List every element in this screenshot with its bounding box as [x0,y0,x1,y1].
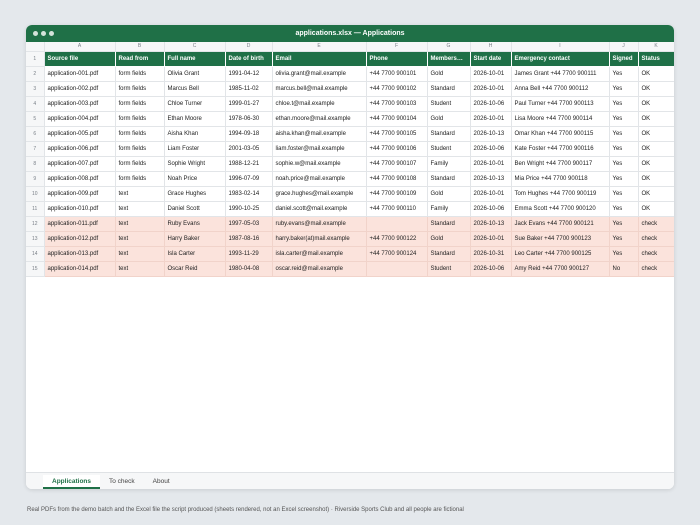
table-cell[interactable]: Olivia Grant [164,66,225,81]
column-letter-g[interactable]: G [427,42,470,51]
table-cell[interactable]: Family [427,201,470,216]
sheet-tab-about[interactable]: About [152,478,170,485]
window-controls [33,31,54,36]
table-cell[interactable]: +44 7700 900109 [366,186,427,201]
table-cell[interactable]: text [115,186,164,201]
table-cell[interactable]: application-001.pdf [44,66,115,81]
table-cell[interactable]: OK [638,186,674,201]
table-cell[interactable]: OK [638,141,674,156]
table-cell[interactable]: Standard [427,216,470,231]
table-cell[interactable]: form fields [115,111,164,126]
table-cell[interactable]: application-009.pdf [44,186,115,201]
table-cell[interactable]: Jack Evans +44 7700 900121 [511,216,609,231]
table-cell[interactable]: 2026-10-31 [470,246,511,261]
table-cell[interactable]: harry.baker(at)mail.example [272,231,366,246]
row-number[interactable]: 15 [26,261,44,276]
table-cell[interactable]: Student [427,141,470,156]
table-cell[interactable]: application-006.pdf [44,141,115,156]
table-cell[interactable] [366,216,427,231]
table-row-flagged [26,216,674,231]
table-cell[interactable]: application-003.pdf [44,96,115,111]
column-header[interactable]: Read from [115,51,164,66]
table-cell[interactable]: +44 7700 900101 [366,66,427,81]
table-cell[interactable]: Student [427,96,470,111]
table-cell[interactable]: OK [638,111,674,126]
table-cell[interactable]: OK [638,81,674,96]
table-cell[interactable]: Omar Khan +44 7700 900115 [511,126,609,141]
table-cell[interactable]: chloe.t@mail.example [272,96,366,111]
column-letter-a[interactable]: A [44,42,115,51]
column-header[interactable]: Status [638,51,674,66]
column-header[interactable]: Email [272,51,366,66]
table-cell[interactable]: +44 7700 900103 [366,96,427,111]
table-row [26,66,674,81]
table-row [26,201,674,216]
table-cell[interactable]: Mia Price +44 7700 900118 [511,171,609,186]
table-cell[interactable]: No [609,261,638,276]
column-header[interactable]: Phone [366,51,427,66]
table-cell[interactable]: text [115,246,164,261]
table-cell[interactable]: application-002.pdf [44,81,115,96]
table-cell[interactable]: Standard [427,126,470,141]
row-number[interactable]: 10 [26,186,44,201]
table-cell[interactable]: 1990-10-25 [225,201,272,216]
table-cell[interactable]: ethan.moore@mail.example [272,111,366,126]
row-number[interactable]: 12 [26,216,44,231]
table-row [26,96,674,111]
table-cell[interactable]: +44 7700 900104 [366,111,427,126]
table-cell[interactable]: form fields [115,81,164,96]
sheet-tab-to-check[interactable]: To check [109,478,135,485]
table-cell[interactable]: check [638,261,674,276]
table-row [26,171,674,186]
table-cell[interactable]: Marcus Bell [164,81,225,96]
row-number[interactable]: 8 [26,156,44,171]
table-cell[interactable]: Chloe Turner [164,96,225,111]
table-cell[interactable]: 2026-10-01 [470,66,511,81]
table-cell[interactable]: Standard [427,246,470,261]
table-cell[interactable]: +44 7700 900122 [366,231,427,246]
title-bar [26,25,674,42]
row-number[interactable]: 4 [26,96,44,111]
table-cell[interactable]: 2026-10-06 [470,201,511,216]
table-cell[interactable]: +44 7700 900107 [366,156,427,171]
window-title: applications.xlsx — Applications [295,30,405,37]
table-cell[interactable]: text [115,231,164,246]
table-cell[interactable]: marcus.bell@mail.example [272,81,366,96]
table-cell[interactable]: liam.foster@mail.example [272,141,366,156]
table-cell[interactable]: Liam Foster [164,141,225,156]
table-cell[interactable]: check [638,231,674,246]
table-cell[interactable]: 1997-05-03 [225,216,272,231]
table-cell[interactable]: form fields [115,66,164,81]
table-cell[interactable]: 1991-04-12 [225,66,272,81]
table-cell[interactable]: text [115,261,164,276]
column-header[interactable]: Start date [470,51,511,66]
row-number[interactable]: 3 [26,81,44,96]
row-number[interactable]: 11 [26,201,44,216]
minimize-dot-icon[interactable] [41,31,46,36]
footer-caption: Real PDFs from the demo batch and the Excel file the script produced (sheets rendered, not an Excel screenshot) · Riverside Sports Club and all people are fictional [27,507,464,513]
column-letter-c[interactable]: C [164,42,225,51]
table-cell[interactable]: 1980-04-08 [225,261,272,276]
row-number[interactable]: 14 [26,246,44,261]
table-cell[interactable]: form fields [115,171,164,186]
table-row [26,111,674,126]
column-letter-e[interactable]: E [272,42,366,51]
table-cell[interactable]: 2026-10-01 [470,156,511,171]
column-letter-h[interactable]: H [470,42,511,51]
table-cell[interactable]: 2026-10-13 [470,216,511,231]
table-cell[interactable]: Student [427,261,470,276]
table-cell[interactable]: 1985-11-02 [225,81,272,96]
table-cell[interactable]: Noah Price [164,171,225,186]
table-cell[interactable]: Standard [427,81,470,96]
table-cell[interactable]: Paul Turner +44 7700 900113 [511,96,609,111]
column-letter-f[interactable]: F [366,42,427,51]
table-cell[interactable]: Harry Baker [164,231,225,246]
table-cell[interactable]: aisha.khan@mail.example [272,126,366,141]
table-cell[interactable]: Sophie Wright [164,156,225,171]
table-cell[interactable]: 2026-10-01 [470,231,511,246]
table-cell[interactable]: check [638,216,674,231]
table-cell[interactable]: Yes [609,231,638,246]
column-letter-i[interactable]: I [511,42,609,51]
table-cell[interactable]: olivia.grant@mail.example [272,66,366,81]
table-cell[interactable]: application-010.pdf [44,201,115,216]
table-cell[interactable]: Daniel Scott [164,201,225,216]
column-header[interactable]: Source file [44,51,115,66]
column-letter-j[interactable]: J [609,42,638,51]
table-cell[interactable]: text [115,216,164,231]
sheet-tab-bar [26,472,674,489]
table-row [26,186,674,201]
table-cell[interactable]: sophie.w@mail.example [272,156,366,171]
table-cell[interactable]: 2026-10-13 [470,126,511,141]
data-table [26,42,674,277]
table-cell[interactable]: application-007.pdf [44,156,115,171]
table-row [26,126,674,141]
table-cell[interactable]: form fields [115,126,164,141]
close-dot-icon[interactable] [33,31,38,36]
table-cell[interactable]: Leo Carter +44 7700 900125 [511,246,609,261]
table-cell[interactable]: form fields [115,156,164,171]
table-cell[interactable]: Ethan Moore [164,111,225,126]
table-cell[interactable]: Yes [609,171,638,186]
column-header[interactable]: Emergency contact [511,51,609,66]
table-cell[interactable]: OK [638,126,674,141]
table-cell[interactable]: OK [638,66,674,81]
table-cell[interactable]: 1983-02-14 [225,186,272,201]
table-cell[interactable]: check [638,246,674,261]
table-cell[interactable]: 2026-10-01 [470,81,511,96]
column-header[interactable]: Members… [427,51,470,66]
table-cell[interactable]: 1978-06-30 [225,111,272,126]
header-row [26,51,674,66]
column-letter-b[interactable]: B [115,42,164,51]
column-header[interactable]: Signed [609,51,638,66]
column-header[interactable]: Date of birth [225,51,272,66]
table-cell[interactable]: application-008.pdf [44,171,115,186]
table-cell[interactable]: +44 7700 900110 [366,201,427,216]
column-letter-row [26,42,674,51]
table-cell[interactable]: Yes [609,96,638,111]
table-cell[interactable]: 2026-10-01 [470,111,511,126]
table-cell[interactable]: 1994-09-18 [225,126,272,141]
table-row [26,156,674,171]
table-cell[interactable]: Yes [609,126,638,141]
table-cell[interactable]: +44 7700 900102 [366,81,427,96]
table-row-flagged [26,231,674,246]
table-cell[interactable]: 1999-01-27 [225,96,272,111]
column-letter-d[interactable]: D [225,42,272,51]
table-cell[interactable]: 1996-07-09 [225,171,272,186]
column-header[interactable]: Full name [164,51,225,66]
row-number[interactable]: 6 [26,126,44,141]
column-letter-k[interactable]: K [638,42,674,51]
row-number[interactable]: 13 [26,231,44,246]
table-cell[interactable]: oscar.reid@mail.example [272,261,366,276]
table-cell[interactable]: Yes [609,216,638,231]
table-cell[interactable]: +44 7700 900106 [366,141,427,156]
table-cell[interactable]: Emma Scott +44 7700 900120 [511,201,609,216]
table-cell[interactable]: 2026-10-13 [470,171,511,186]
table-cell[interactable]: Yes [609,81,638,96]
table-cell[interactable]: Tom Hughes +44 7700 900119 [511,186,609,201]
maximize-dot-icon[interactable] [49,31,54,36]
spreadsheet-window [26,25,674,489]
row-number[interactable]: 2 [26,66,44,81]
table-cell[interactable] [366,261,427,276]
table-cell[interactable]: text [115,201,164,216]
table-cell[interactable]: Anna Bell +44 7700 900112 [511,81,609,96]
table-cell[interactable]: Yes [609,186,638,201]
table-cell[interactable]: Family [427,156,470,171]
table-cell[interactable]: +44 7700 900108 [366,171,427,186]
table-cell[interactable]: Ben Wright +44 7700 900117 [511,156,609,171]
table-cell[interactable]: Gold [427,186,470,201]
table-cell[interactable]: Aisha Khan [164,126,225,141]
table-cell[interactable]: 2026-10-06 [470,261,511,276]
table-cell[interactable]: +44 7700 900124 [366,246,427,261]
table-cell[interactable]: Kate Foster +44 7700 900116 [511,141,609,156]
table-cell[interactable]: OK [638,156,674,171]
table-row [26,141,674,156]
table-row-flagged [26,246,674,261]
table-cell[interactable]: Amy Reid +44 7700 900127 [511,261,609,276]
table-cell[interactable]: daniel.scott@mail.example [272,201,366,216]
row-number[interactable]: 7 [26,141,44,156]
table-cell[interactable]: Yes [609,246,638,261]
table-cell[interactable]: application-014.pdf [44,261,115,276]
table-cell[interactable]: 1988-12-21 [225,156,272,171]
table-cell[interactable]: Gold [427,66,470,81]
table-cell[interactable]: application-011.pdf [44,216,115,231]
sheet-tab-applications[interactable]: Applications [43,475,100,489]
row-number[interactable]: 1 [26,51,44,66]
table-cell[interactable]: Yes [609,201,638,216]
table-cell[interactable]: form fields [115,96,164,111]
table-cell[interactable]: James Grant +44 7700 900111 [511,66,609,81]
table-cell[interactable]: isla.carter@mail.example [272,246,366,261]
row-number[interactable]: 5 [26,111,44,126]
table-row [26,81,674,96]
table-cell[interactable]: OK [638,201,674,216]
table-cell[interactable]: Standard [427,171,470,186]
table-cell[interactable]: noah.price@mail.example [272,171,366,186]
table-cell[interactable]: 2026-10-06 [470,141,511,156]
table-cell[interactable]: application-004.pdf [44,111,115,126]
table-cell[interactable]: Yes [609,141,638,156]
table-cell[interactable]: Gold [427,111,470,126]
table-cell[interactable]: OK [638,96,674,111]
table-cell[interactable]: Sue Baker +44 7700 900123 [511,231,609,246]
table-cell[interactable]: application-005.pdf [44,126,115,141]
table-cell[interactable]: grace.hughes@mail.example [272,186,366,201]
select-all-corner[interactable] [26,42,44,51]
table-cell[interactable]: 1987-08-16 [225,231,272,246]
table-cell[interactable]: 1993-11-29 [225,246,272,261]
table-cell[interactable]: Oscar Reid [164,261,225,276]
table-cell[interactable]: form fields [115,141,164,156]
table-cell[interactable]: application-013.pdf [44,246,115,261]
table-cell[interactable]: 2026-10-06 [470,96,511,111]
table-cell[interactable]: 2026-10-01 [470,186,511,201]
table-cell[interactable]: Ruby Evans [164,216,225,231]
table-cell[interactable]: Yes [609,66,638,81]
table-cell[interactable]: Yes [609,156,638,171]
row-number[interactable]: 9 [26,171,44,186]
table-cell[interactable]: Grace Hughes [164,186,225,201]
table-row-flagged [26,261,674,276]
table-cell[interactable]: ruby.evans@mail.example [272,216,366,231]
table-cell[interactable]: Gold [427,231,470,246]
table-cell[interactable]: Isla Carter [164,246,225,261]
sheet-grid [26,42,674,472]
table-cell[interactable]: Lisa Moore +44 7700 900114 [511,111,609,126]
table-cell[interactable]: application-012.pdf [44,231,115,246]
table-cell[interactable]: Yes [609,111,638,126]
table-cell[interactable]: +44 7700 900105 [366,126,427,141]
table-cell[interactable]: 2001-03-05 [225,141,272,156]
table-cell[interactable]: OK [638,171,674,186]
